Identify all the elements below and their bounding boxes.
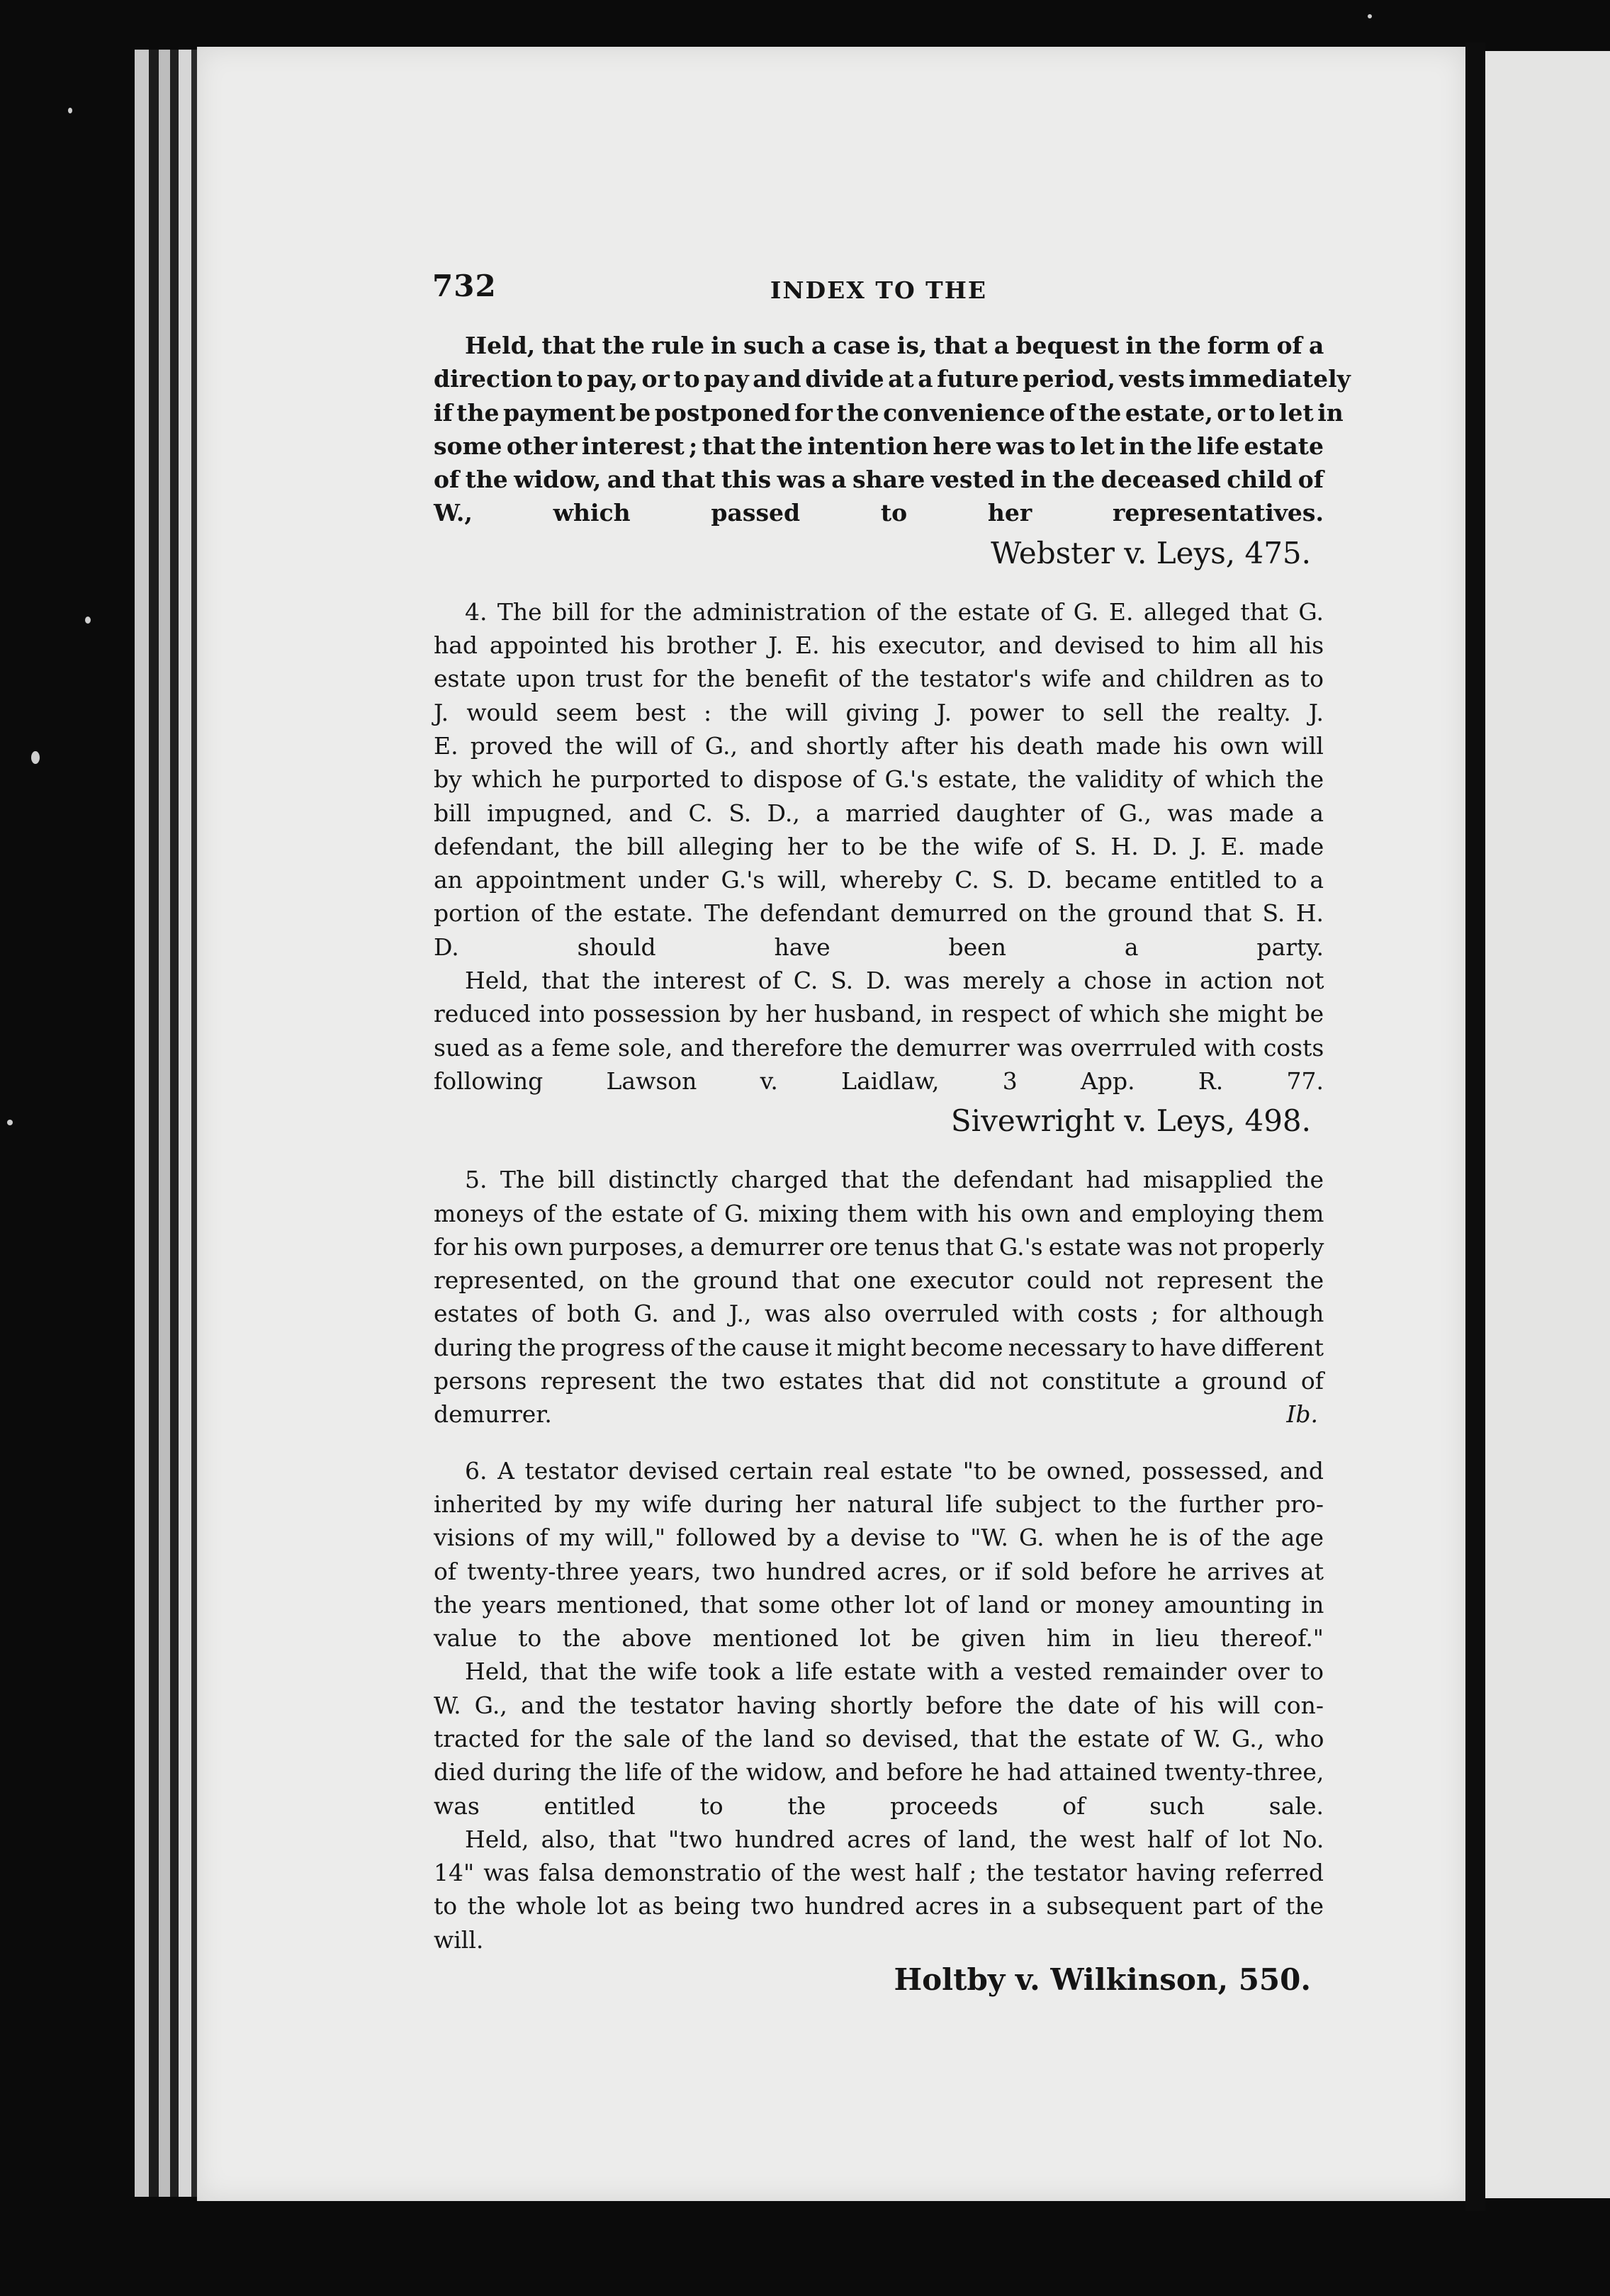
text-line: by which he purported to dispose of G.'s estate, the validity of which the: [434, 765, 1324, 794]
text-line: Held, also, that "two hundred acres of land, the west half of lot No.: [465, 1825, 1324, 1853]
text-line: some other interest ; that the intention here was to let in the life estate: [434, 432, 1324, 460]
text-line: for his own purposes, a demurrer ore tenus that G.'s estate was not properly: [434, 1232, 1324, 1261]
paragraph-held-1: [434, 329, 1351, 530]
text-line: of twenty-three years, two hundred acres, or if sold before he arrives at: [434, 1557, 1324, 1585]
page-edge-strip: [179, 50, 191, 2197]
text-line-with-ib: [434, 1397, 1324, 1431]
scan-speck: [85, 617, 91, 624]
text-line: estate upon trust for the benefit of the testator's wife and children as to: [434, 665, 1324, 693]
page-edge-strip: [170, 50, 179, 2197]
text-line: value to the above mentioned lot be given him in lieu thereof.": [434, 1624, 1324, 1653]
text-line: had appointed his brother J. E. his executor, and devised to him all his: [434, 631, 1324, 660]
text-line: persons represent the two estates that did not constitute a ground of: [434, 1367, 1324, 1395]
text-line: tracted for the sale of the land so devised, that the estate of W. G., who: [434, 1724, 1324, 1752]
text-line: 4. The bill for the administration of the estate of G. E. alleged that G.: [465, 597, 1324, 626]
scan-speck: [31, 751, 40, 764]
running-header: [434, 269, 1324, 319]
text-line: Held, that the wife took a life estate with a vested remainder over to: [465, 1658, 1324, 1686]
text-line: of the widow, and that this was a share vested in the deceased child of: [434, 466, 1324, 494]
text-line: J. would seem best : the will giving J. power to sell the realty. J.: [434, 698, 1324, 726]
text-line: 14" was falsa demonstratio of the west half ; the testator having referred: [434, 1859, 1324, 1887]
running-title: INDEX TO THE: [770, 276, 988, 304]
text-line: E. proved the will of G., and shortly after his death made his own will: [434, 731, 1324, 760]
text-line: D. should have been a party.: [434, 933, 1324, 961]
page-text: [432, 269, 1351, 1999]
paragraph-item-5: [434, 1163, 1324, 1431]
text-line: direction to pay, or to pay and divide at a future period, vests immediately: [434, 365, 1351, 393]
page-edge-strip: [149, 50, 159, 2197]
page-edge-strip: [135, 50, 149, 2197]
text-line: if the payment be postponed for the convenience of the estate, or to let in: [434, 398, 1344, 427]
text-line: Held, that the interest of C. S. D. was merely a chose in action not: [465, 967, 1324, 995]
text-line: W., which passed to her representatives.: [434, 499, 1324, 527]
text-line: following Lawson v. Laidlaw, 3 App. R. 77.: [434, 1067, 1324, 1095]
text-line: was entitled to the proceeds of such sale.: [434, 1791, 1324, 1820]
text-line: the years mentioned, that some other lot of land or money amounting in: [434, 1590, 1324, 1619]
paragraph-item-6: [434, 1454, 1324, 1655]
case-citation: Holtby v. Wilkinson, 550.: [894, 1962, 1311, 1998]
text-line: bill impugned, and C. S. D., a married daughter of G., was made a: [434, 799, 1324, 827]
case-citation: Sivewright v. Leys, 498.: [950, 1103, 1311, 1139]
facing-page-edge: [1485, 51, 1610, 2198]
text-line: moneys of the estate of G. mixing them with his own and employing them: [434, 1199, 1324, 1227]
page-edge-strip: [159, 50, 170, 2197]
paragraph-held-6: [434, 1655, 1324, 1957]
scan-speck: [7, 1120, 13, 1125]
scan-speck: [1368, 14, 1372, 18]
case-citation: Webster v. Leys, 475.: [991, 535, 1311, 570]
paragraph-item-4: [434, 595, 1324, 1098]
text-line: Held, that the rule in such a case is, that a bequest in the form of a: [465, 332, 1324, 359]
text-line: portion of the estate. The defendant demurred on the ground that S. H.: [434, 899, 1324, 928]
text-line: W. G., and the testator having shortly before the date of his will con-: [434, 1691, 1324, 1719]
text-line: to the whole lot as being two hundred acres in a subsequent part of the: [434, 1892, 1324, 1920]
text-line: demurrer.: [434, 1400, 552, 1429]
text-line: visions of my will," followed by a devise to "W. G. when he is of the age: [434, 1524, 1324, 1552]
page-edge-strip: [191, 50, 197, 2197]
scan-speck: [68, 108, 72, 113]
text-line: during the progress of the cause it might become necessary to have different: [434, 1333, 1324, 1361]
text-line: reduced into possession by her husband, in respect of which she might be: [434, 1000, 1324, 1028]
ibid-citation: Ib.: [1286, 1400, 1318, 1429]
text-line: will.: [434, 1925, 484, 1954]
text-line: 6. A testator devised certain real estate "to be owned, possessed, and: [465, 1456, 1324, 1485]
text-line: defendant, the bill alleging her to be the wife of S. H. D. J. E. made: [434, 832, 1324, 860]
text-line: sued as a feme sole, and therefore the demurrer was overrruled with costs: [434, 1033, 1324, 1062]
text-line: an appointment under G.'s will, whereby C. S. D. became entitled to a: [434, 866, 1324, 894]
page-number: 732: [432, 269, 497, 303]
text-line: inherited by my wife during her natural life subject to the further pro-: [434, 1490, 1324, 1518]
text-line: represented, on the ground that one executor could not represent the: [434, 1266, 1324, 1295]
text-line: died during the life of the widow, and before he had attained twenty-three,: [434, 1758, 1324, 1786]
page-gutter: [1465, 43, 1485, 2211]
text-line: estates of both G. and J., was also overruled with costs ; for although: [434, 1300, 1324, 1328]
text-line: 5. The bill distinctly charged that the defendant had misapplied the: [465, 1166, 1324, 1194]
